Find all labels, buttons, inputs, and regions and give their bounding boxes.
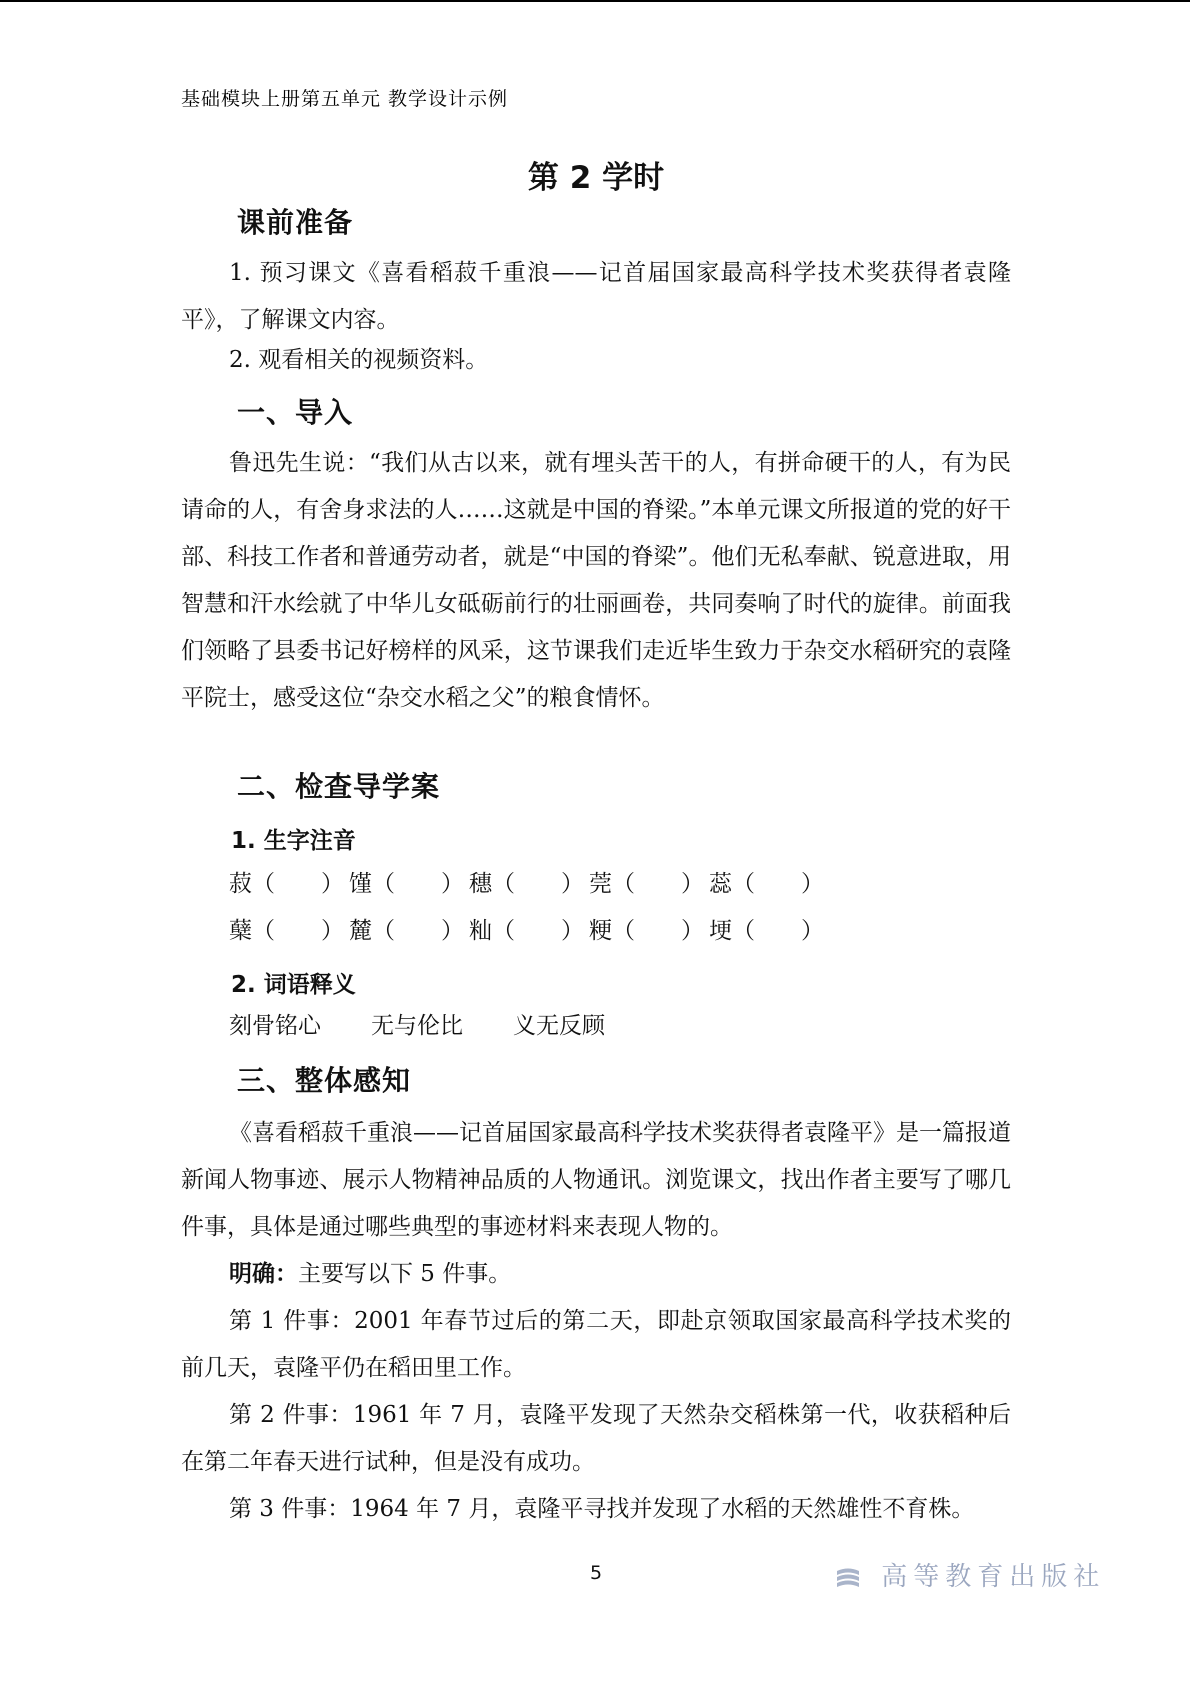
top-border-line <box>0 0 1190 2</box>
char-item: 莞（ ） <box>589 871 704 897</box>
pronunciation-row-2 <box>229 908 829 955</box>
vocabulary-term: 刻骨铭心 <box>229 1013 321 1039</box>
char-item: 埂（ ） <box>709 918 824 944</box>
answer-text: 主要写以下 5 件事。 <box>298 1261 512 1287</box>
publisher-mark <box>835 1556 1105 1593</box>
preparation-item-1: 1. 预习课文《喜看稻菽千重浪——记首届国家最高科学技术奖获得者袁隆平》，了解课文内容。 <box>181 260 1011 333</box>
publisher-name: 高等教育出版社 <box>881 1562 1106 1592</box>
pronunciation-row-1 <box>229 861 829 908</box>
introduction-paragraph: 鲁迅先生说：“我们从古以来，就有埋头苦干的人，有拼命硬干的人，有为民请命的人，有舍身求法的人……这就是中国的脊梁。”本单元课文所报道的党的好干部、科技工作者和普通劳动者，就是“中国的脊梁”。他们无私奉献、锐意进取，用智慧和汗水绘就了中华儿女砥砺前行的壮丽画卷，共同奏响了时代的旋律。前面我们领略了县委书记好榜样的风采，这节课我们走近毕生致力于杂交水稻研究的袁隆平院士，感受这位“杂交水稻之父”的粮食情怀。 <box>181 450 1011 711</box>
heading-introduction: 一、导入 <box>237 396 354 429</box>
heading-preparation: 课前准备 <box>237 206 354 239</box>
answer-label: 明确： <box>229 1261 298 1287</box>
char-item: 馑（ ） <box>349 871 464 897</box>
vocabulary-terms <box>229 1003 655 1050</box>
subheading-pronunciation: 1. 生字注音 <box>231 828 356 854</box>
event-1: 第 1 件事：2001 年春节过后的第二天，即赴京领取国家最高科学技术奖的前几天，袁隆平仍在稻田里工作。 <box>181 1308 1011 1381</box>
vocabulary-term: 义无反顾 <box>513 1013 605 1039</box>
page-number: 5 <box>589 1562 603 1584</box>
running-head: 基础模块上册第五单元 教学设计示例 <box>181 88 509 110</box>
lesson-title: 第 2 学时 <box>527 160 665 196</box>
preparation-item-2: 2. 观看相关的视频资料。 <box>229 347 489 373</box>
subheading-vocabulary: 2. 词语释义 <box>231 972 356 998</box>
char-item: 穗（ ） <box>469 871 584 897</box>
pronunciation-grid <box>229 861 829 955</box>
vocabulary-row <box>229 1003 655 1050</box>
vocabulary-term: 无与伦比 <box>371 1013 463 1039</box>
char-item: 菽（ ） <box>229 871 344 897</box>
overall-intro-paragraph: 《喜看稻菽千重浪——记首届国家最高科学技术奖获得者袁隆平》是一篇报道新闻人物事迹、展示人物精神品质的人物通讯。浏览课文，找出作者主要写了哪几件事，具体是通过哪些典型的事迹材料来表现人物的。 <box>181 1120 1011 1240</box>
char-item: 麓（ ） <box>349 918 464 944</box>
answer-paragraph <box>181 1251 1011 1298</box>
char-item: 蕊（ ） <box>709 871 824 897</box>
heading-check-guide: 二、检查导学案 <box>237 770 441 803</box>
char-item: 籼（ ） <box>469 918 584 944</box>
char-item: 粳（ ） <box>589 918 704 944</box>
publisher-logo-icon <box>835 1562 881 1592</box>
heading-overall-perception: 三、整体感知 <box>237 1064 412 1097</box>
event-3: 第 3 件事：1964 年 7 月，袁隆平寻找并发现了水稻的天然雄性不育株。 <box>229 1496 975 1522</box>
char-item: 蘖（ ） <box>229 918 344 944</box>
event-2: 第 2 件事：1961 年 7 月，袁隆平发现了天然杂交稻株第一代，收获稻种后在第二年春天进行试种，但是没有成功。 <box>181 1402 1011 1475</box>
